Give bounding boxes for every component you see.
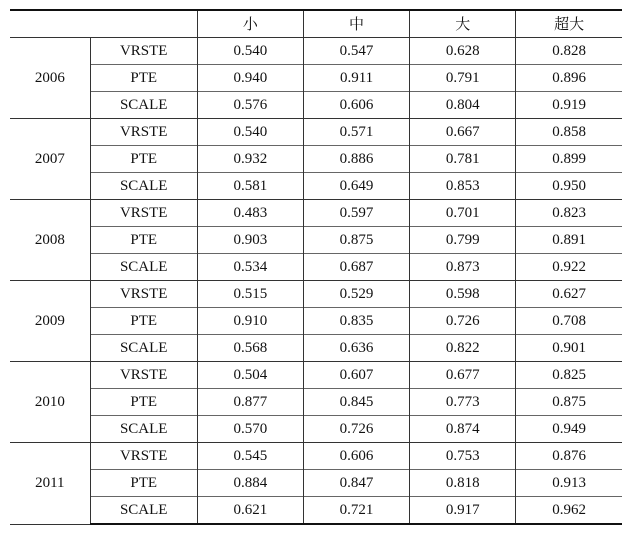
metric-cell: SCALE xyxy=(90,173,197,200)
value-cell: 0.886 xyxy=(303,146,409,173)
header-row xyxy=(10,10,622,38)
table-row xyxy=(10,362,622,389)
metric-cell: SCALE xyxy=(90,335,197,362)
value-cell: 0.568 xyxy=(197,335,303,362)
value-cell: 0.940 xyxy=(197,65,303,92)
value-cell: 0.825 xyxy=(516,362,622,389)
table-row xyxy=(10,470,622,497)
table-body xyxy=(10,38,622,525)
value-cell: 0.581 xyxy=(197,173,303,200)
header-medium: 中 xyxy=(303,10,409,38)
value-cell: 0.903 xyxy=(197,227,303,254)
value-cell: 0.910 xyxy=(197,308,303,335)
value-cell: 0.962 xyxy=(516,497,622,525)
value-cell: 0.891 xyxy=(516,227,622,254)
value-cell: 0.896 xyxy=(516,65,622,92)
value-cell: 0.823 xyxy=(516,200,622,227)
value-cell: 0.687 xyxy=(303,254,409,281)
value-cell: 0.545 xyxy=(197,443,303,470)
year-cell: 2006 xyxy=(10,38,90,119)
table-row xyxy=(10,281,622,308)
metric-cell: PTE xyxy=(90,65,197,92)
value-cell: 0.571 xyxy=(303,119,409,146)
value-cell: 0.932 xyxy=(197,146,303,173)
value-cell: 0.781 xyxy=(410,146,516,173)
value-cell: 0.922 xyxy=(516,254,622,281)
value-cell: 0.667 xyxy=(410,119,516,146)
value-cell: 0.483 xyxy=(197,200,303,227)
metric-cell: SCALE xyxy=(90,92,197,119)
value-cell: 0.726 xyxy=(410,308,516,335)
value-cell: 0.628 xyxy=(410,38,516,65)
value-cell: 0.822 xyxy=(410,335,516,362)
year-cell: 2009 xyxy=(10,281,90,362)
year-cell: 2011 xyxy=(10,443,90,525)
value-cell: 0.721 xyxy=(303,497,409,525)
year-cell: 2007 xyxy=(10,119,90,200)
metric-cell: VRSTE xyxy=(90,443,197,470)
table-row xyxy=(10,389,622,416)
metric-cell: SCALE xyxy=(90,416,197,443)
header-extra-large: 超大 xyxy=(516,10,622,38)
value-cell: 0.876 xyxy=(516,443,622,470)
value-cell: 0.847 xyxy=(303,470,409,497)
table-row xyxy=(10,146,622,173)
value-cell: 0.828 xyxy=(516,38,622,65)
metric-cell: PTE xyxy=(90,308,197,335)
metric-cell: SCALE xyxy=(90,497,197,525)
value-cell: 0.540 xyxy=(197,38,303,65)
metric-cell: VRSTE xyxy=(90,38,197,65)
value-cell: 0.845 xyxy=(303,389,409,416)
value-cell: 0.919 xyxy=(516,92,622,119)
value-cell: 0.649 xyxy=(303,173,409,200)
value-cell: 0.804 xyxy=(410,92,516,119)
table-row xyxy=(10,92,622,119)
value-cell: 0.504 xyxy=(197,362,303,389)
metric-cell: VRSTE xyxy=(90,281,197,308)
value-cell: 0.853 xyxy=(410,173,516,200)
year-cell: 2010 xyxy=(10,362,90,443)
value-cell: 0.917 xyxy=(410,497,516,525)
value-cell: 0.576 xyxy=(197,92,303,119)
value-cell: 0.875 xyxy=(303,227,409,254)
table-row xyxy=(10,335,622,362)
value-cell: 0.875 xyxy=(516,389,622,416)
table-row xyxy=(10,443,622,470)
table-row xyxy=(10,173,622,200)
metric-cell: SCALE xyxy=(90,254,197,281)
value-cell: 0.901 xyxy=(516,335,622,362)
value-cell: 0.540 xyxy=(197,119,303,146)
value-cell: 0.607 xyxy=(303,362,409,389)
value-cell: 0.877 xyxy=(197,389,303,416)
value-cell: 0.858 xyxy=(516,119,622,146)
metric-cell: VRSTE xyxy=(90,119,197,146)
value-cell: 0.913 xyxy=(516,470,622,497)
value-cell: 0.606 xyxy=(303,443,409,470)
value-cell: 0.547 xyxy=(303,38,409,65)
value-cell: 0.950 xyxy=(516,173,622,200)
table-row xyxy=(10,38,622,65)
value-cell: 0.621 xyxy=(197,497,303,525)
metric-cell: PTE xyxy=(90,227,197,254)
value-cell: 0.949 xyxy=(516,416,622,443)
value-cell: 0.534 xyxy=(197,254,303,281)
value-cell: 0.791 xyxy=(410,65,516,92)
metric-cell: PTE xyxy=(90,146,197,173)
table-row xyxy=(10,308,622,335)
value-cell: 0.753 xyxy=(410,443,516,470)
header-corner xyxy=(10,10,197,38)
header-small: 小 xyxy=(197,10,303,38)
value-cell: 0.799 xyxy=(410,227,516,254)
value-cell: 0.677 xyxy=(410,362,516,389)
header-large: 大 xyxy=(410,10,516,38)
value-cell: 0.570 xyxy=(197,416,303,443)
value-cell: 0.874 xyxy=(410,416,516,443)
value-cell: 0.529 xyxy=(303,281,409,308)
value-cell: 0.835 xyxy=(303,308,409,335)
table-row xyxy=(10,227,622,254)
value-cell: 0.911 xyxy=(303,65,409,92)
value-cell: 0.873 xyxy=(410,254,516,281)
value-cell: 0.627 xyxy=(516,281,622,308)
value-cell: 0.515 xyxy=(197,281,303,308)
value-cell: 0.606 xyxy=(303,92,409,119)
table-row xyxy=(10,200,622,227)
metric-cell: PTE xyxy=(90,389,197,416)
table-row xyxy=(10,416,622,443)
year-cell: 2008 xyxy=(10,200,90,281)
value-cell: 0.597 xyxy=(303,200,409,227)
value-cell: 0.636 xyxy=(303,335,409,362)
table-row xyxy=(10,497,622,525)
efficiency-table-container xyxy=(10,9,622,525)
value-cell: 0.773 xyxy=(410,389,516,416)
metric-cell: PTE xyxy=(90,470,197,497)
efficiency-table xyxy=(10,9,622,525)
table-row xyxy=(10,65,622,92)
value-cell: 0.708 xyxy=(516,308,622,335)
value-cell: 0.884 xyxy=(197,470,303,497)
metric-cell: VRSTE xyxy=(90,362,197,389)
value-cell: 0.726 xyxy=(303,416,409,443)
value-cell: 0.598 xyxy=(410,281,516,308)
table-row xyxy=(10,254,622,281)
table-row xyxy=(10,119,622,146)
metric-cell: VRSTE xyxy=(90,200,197,227)
value-cell: 0.818 xyxy=(410,470,516,497)
value-cell: 0.701 xyxy=(410,200,516,227)
value-cell: 0.899 xyxy=(516,146,622,173)
